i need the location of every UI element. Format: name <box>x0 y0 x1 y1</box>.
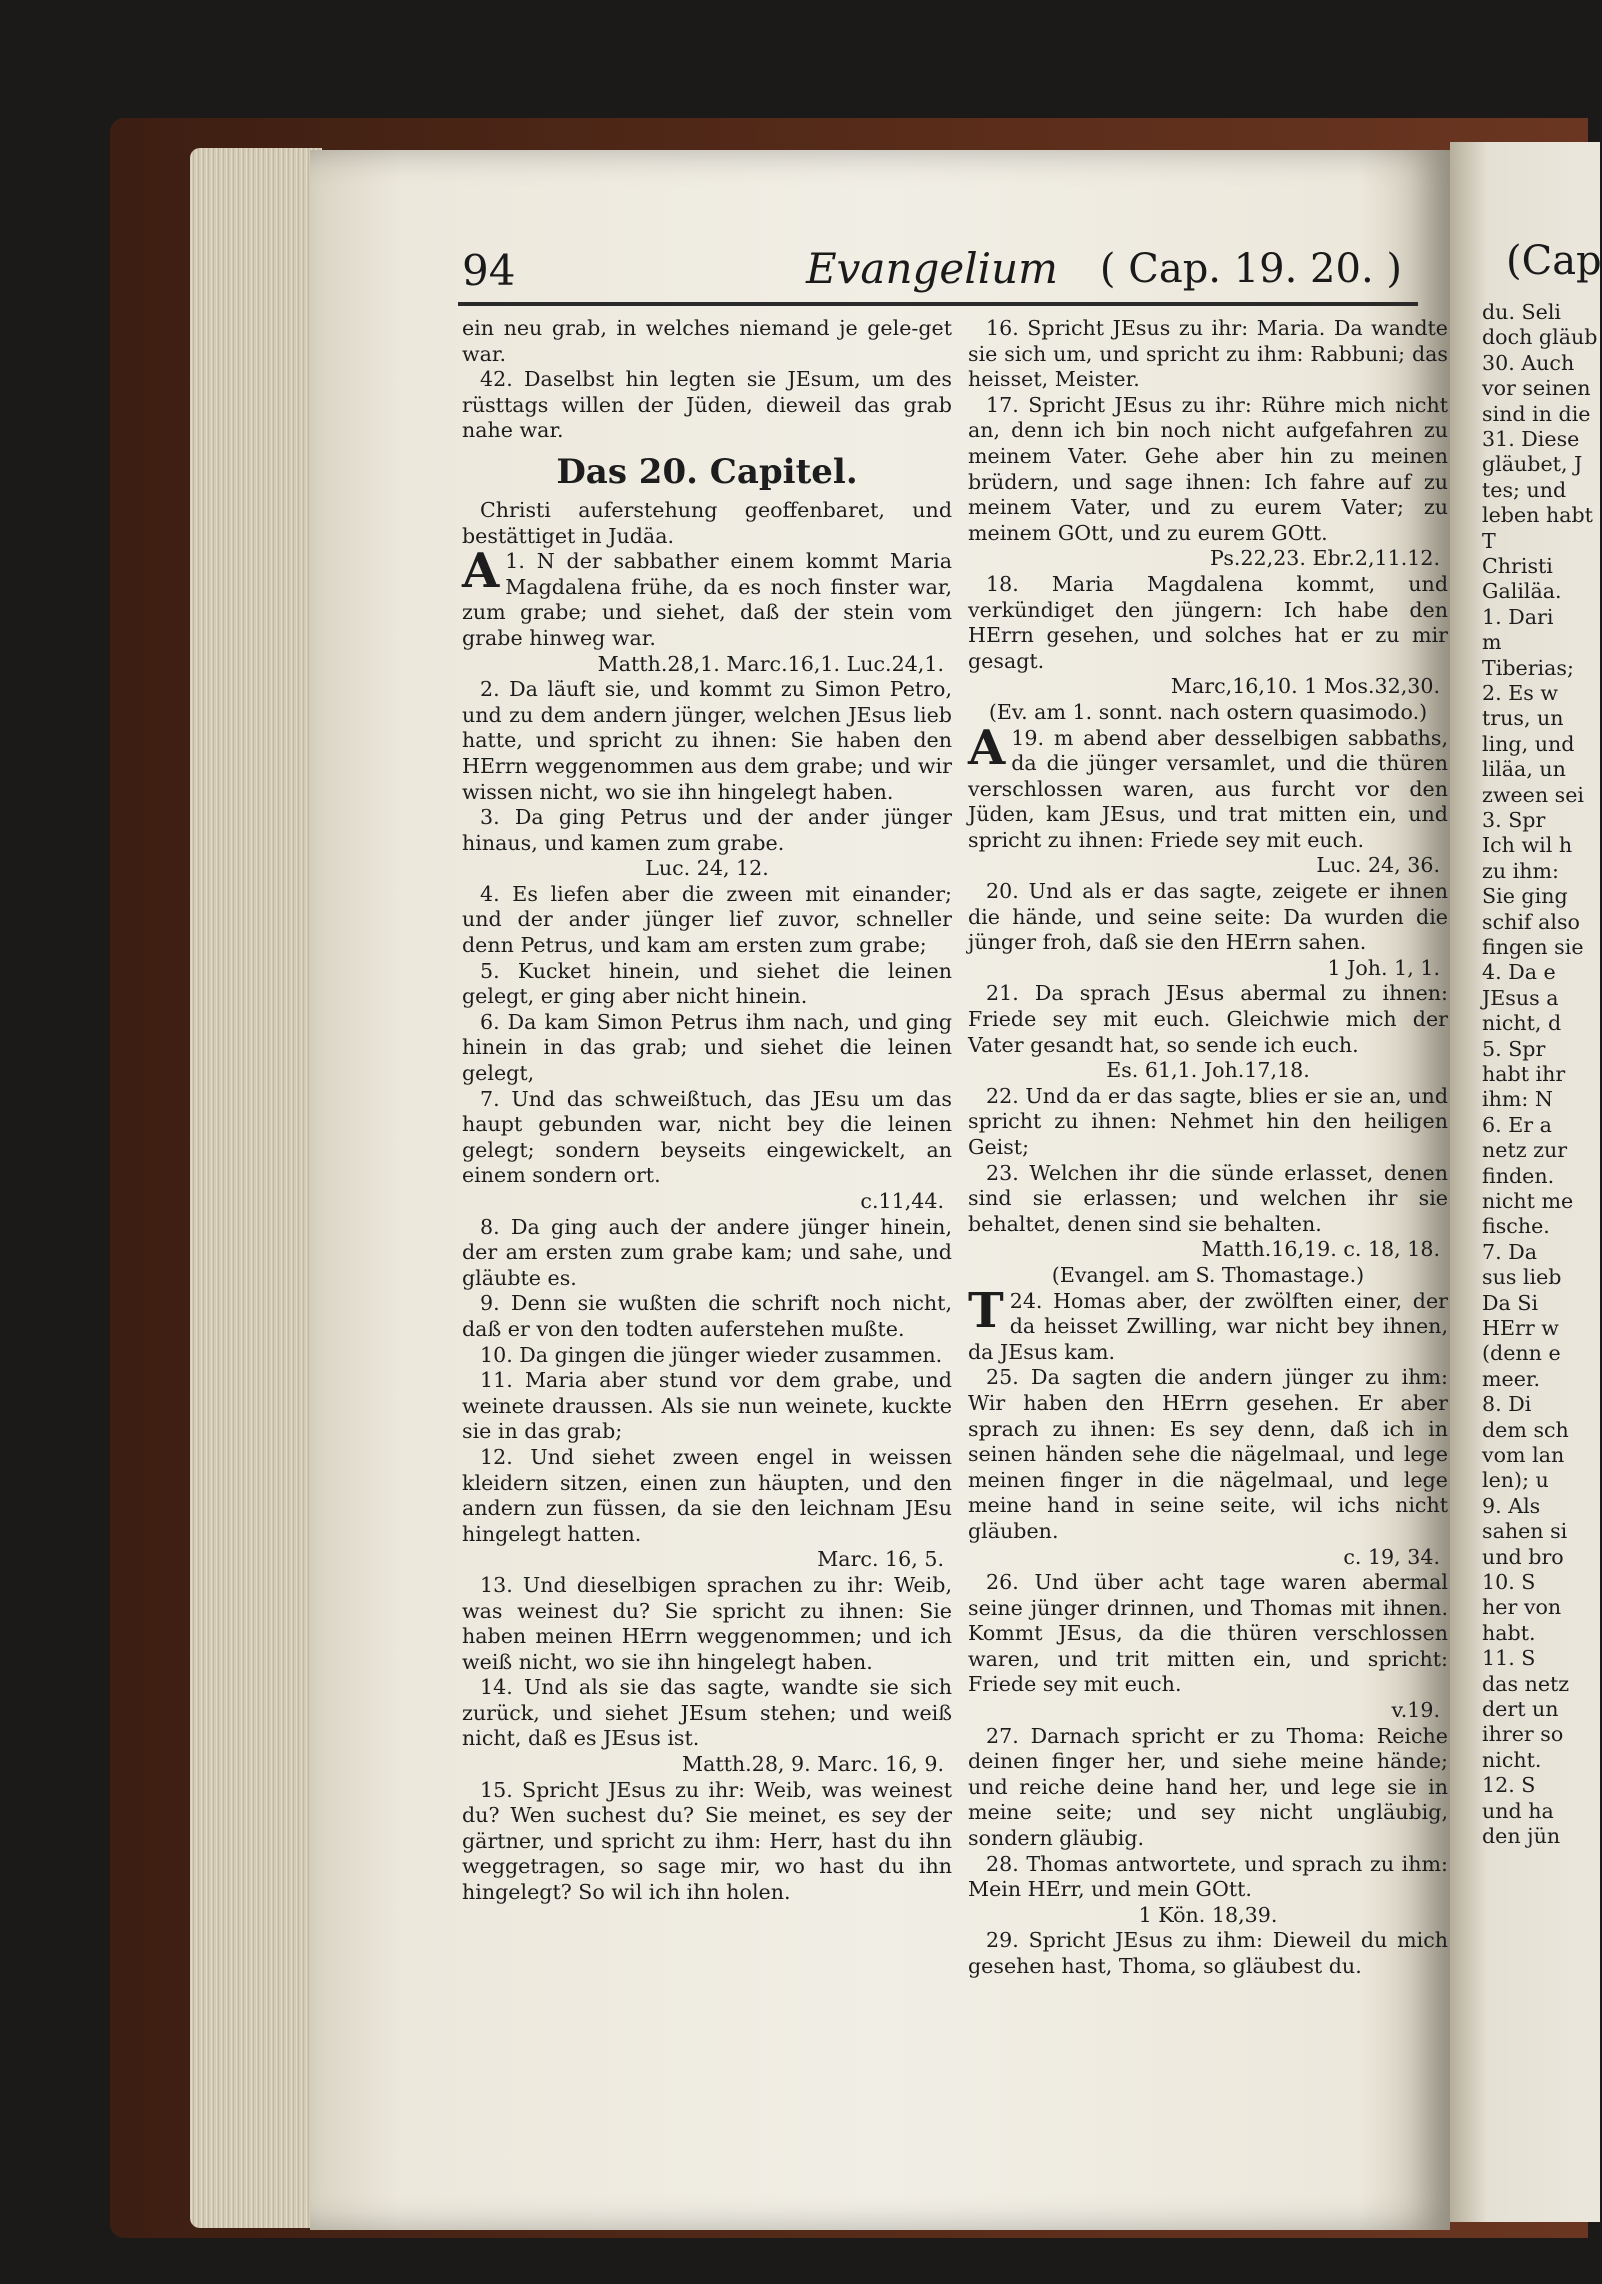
facing-page-line: her von <box>1482 1595 1562 1620</box>
facing-page-line: HErr w <box>1482 1316 1559 1340</box>
drop-cap: A <box>462 543 500 600</box>
facing-page-line: 3. Spr <box>1482 808 1546 832</box>
facing-page-line: doch gläub <box>1482 325 1598 350</box>
facing-page-line: ihm: N <box>1482 1087 1553 1112</box>
left-text-column <box>462 316 952 1906</box>
gospel-note: (Evangel. am S. Thomastage.) <box>1051 1262 1365 1287</box>
facing-page-line: 5. Spr <box>1482 1036 1546 1061</box>
facing-page-line: meer. <box>1482 1366 1541 1391</box>
facing-page-line: 12. S <box>1482 1773 1536 1798</box>
running-title: Evangelium <box>806 244 1058 293</box>
verse: 3. Da ging Petrus und der ander jünger hinaus, und kamen zum grabe. <box>462 805 952 855</box>
verse: 13. Und dieselbigen sprachen zu ihr: Weib, was weinest du? Sie spricht zu ihnen: Sie haben meinen HErrn weggenommen; und ich weiß nicht, wo sie ihn hingelegt haben. <box>462 1572 952 1674</box>
verse: 20. Und als er das sagte, zeigete er ihnen die hände, und seine seite: Da wurden die jünger froh, daß sie den HErrn sahen. <box>968 879 1448 955</box>
cross-reference: v.19. <box>1391 1698 1440 1723</box>
facing-page-line: zween sei <box>1482 782 1585 807</box>
facing-page-line: du. Seli <box>1482 300 1562 324</box>
verse: 17. Spricht JEsus zu ihr: Rühre mich nicht an, denn ich bin noch nicht aufgefahren zu meinem Vater. Gehe aber hin zu meinen brüdern, und sage ihnen: Ich fahre auf zu meinem Vater, und zu eurem Vater; zu meinem GOtt, und zu eurem GOtt. <box>968 392 1448 545</box>
facing-page-line: Christi <box>1482 554 1553 578</box>
facing-page-line: gläubet, J <box>1482 452 1583 477</box>
verse-number: 1. <box>505 549 525 574</box>
cross-reference: 1 Joh. 1, 1. <box>1327 955 1440 980</box>
facing-page-line: schif also <box>1482 909 1580 934</box>
facing-page-line: habt ihr <box>1482 1062 1566 1086</box>
verse-number: 19. <box>1011 725 1045 750</box>
verse: 14. Und als sie das sagte, wandte sie sich zurück, und siehet JEsum stehen; und weiß nicht, daß es JEsus ist. <box>462 1675 952 1751</box>
facing-page-line: Galiläa. <box>1482 579 1562 604</box>
facing-page-line: 30. Auch <box>1482 350 1575 375</box>
chapter-heading: Das 20. Capitel. <box>556 451 858 492</box>
verse: 16. Spricht JEsus zu ihr: Maria. Da wandte sie sich um, und spricht zu ihm: Rabbuni; das heisset, Meister. <box>968 316 1448 392</box>
facing-page-line: 1. Dari <box>1482 604 1554 629</box>
cross-reference: Marc,16,10. 1 Mos.32,30. <box>1170 674 1440 699</box>
facing-page-line: T <box>1482 528 1496 553</box>
verse: 10. Da gingen die jünger wieder zusammen. <box>480 1342 943 1367</box>
cross-reference: Matth.28, 9. Marc. 16, 9. <box>682 1752 944 1777</box>
cross-reference: Matth.28,1. Marc.16,1. Luc.24,1. <box>597 651 944 676</box>
facing-page-line: len); u <box>1482 1468 1549 1493</box>
facing-page-line: liläa, un <box>1482 757 1566 782</box>
facing-page-line: und bro <box>1482 1544 1564 1569</box>
verse: 15. Spricht JEsus zu ihr: Weib, was weinest du? Wen suchest du? Sie meinet, es sey der gärtner, und spricht zu ihm: Herr, hast du ihn weggetragen, so sage mir, wo hast du ihn hingelegt? So wil ich ihn holen. <box>462 1777 952 1905</box>
header-rule <box>458 302 1418 306</box>
facing-page-line: nicht me <box>1482 1189 1574 1213</box>
facing-page-line: sind in die <box>1482 401 1591 426</box>
facing-page-line: 4. Da e <box>1482 960 1556 985</box>
verse: 5. Kucket hinein, und siehet die leinen gelegt, er ging aber nicht hinein. <box>462 958 952 1009</box>
cross-reference: Luc. 24, 36. <box>1316 853 1440 878</box>
cross-reference: Es. 61,1. Joh.17,18. <box>1106 1058 1310 1083</box>
facing-page-line: Sie ging <box>1482 884 1568 909</box>
facing-page-line: finden. <box>1482 1163 1555 1188</box>
facing-page-line: sahen si <box>1482 1519 1568 1544</box>
facing-page-line: 10. S <box>1482 1570 1536 1594</box>
facing-page-line: leben habt <box>1482 503 1593 528</box>
facing-page-line: trus, un <box>1482 706 1564 731</box>
verse: 9. Denn sie wußten die schrift noch nicht, daß er von den todten auferstehen mußte. <box>462 1291 952 1341</box>
verse: 6. Da kam Simon Petrus ihm nach, und ging hinein in das grab; und siehet die leinen gelegt, <box>462 1009 952 1086</box>
page-edges <box>190 148 322 2228</box>
facing-page-line: fingen sie <box>1482 935 1584 959</box>
facing-page-line: vor seinen <box>1482 376 1591 401</box>
facing-page-line: den jün <box>1482 1824 1561 1848</box>
facing-page-line: das netz <box>1482 1671 1570 1696</box>
facing-page-line: ling, und <box>1482 731 1575 756</box>
verse: 2. Da läuft sie, und kommt zu Simon Petro, und zu dem andern jünger, welchen JEsus lieb hatte, und spricht zu ihnen: Sie haben den HErrn weggenommen aus dem grabe; und wir wissen nicht, wo sie ihn hingelegt haben. <box>462 677 952 804</box>
facing-page-line: vom lan <box>1482 1443 1565 1467</box>
facing-page-line: nicht. <box>1482 1747 1542 1772</box>
verse-1 <box>462 543 952 651</box>
facing-page-line: zu ihm: <box>1482 858 1559 883</box>
verse: 25. Da sagten die andern jünger zu ihm: Wir haben den HErrn gesehen. Er aber sprach zu ihnen: Es sey denn, daß ich in seinen händen sehe die nägelmaal, und lege meinen finger in die nägelmaal, und lege meine hand in seine seite, wil ichs nicht gläuben. <box>968 1365 1448 1543</box>
facing-page-line: tes; und <box>1482 477 1567 502</box>
verse-number: 24. <box>1009 1288 1043 1313</box>
verse-19 <box>968 719 1448 854</box>
facing-page-line: nicht, d <box>1482 1011 1562 1036</box>
verse: 18. Maria Magdalena kommt, und verkündiget den jüngern: Ich habe den HErrn gesehen, und solches hat er zu mir gesagt. <box>968 571 1448 673</box>
verse: 23. Welchen ihr die sünde erlasset, denen sind sie erlassen; und welchen ihr sie behaltet, denen sind sie behalten. <box>968 1160 1448 1236</box>
facing-page-line: fische. <box>1482 1214 1550 1239</box>
verse: 8. Da ging auch der andere jünger hinein, der am ersten zum grabe kam; und sahe, und gläubte es. <box>462 1214 952 1290</box>
verse: 28. Thomas antwortete, und sprach zu ihm: Mein HErr, und mein GOtt. <box>968 1851 1448 1902</box>
facing-page-line: dem sch <box>1482 1417 1569 1442</box>
verse: 12. Und siehet zween engel in weissen kleidern sitzen, einen zun häupten, und den andern zun füssen, da sie den leichnam JEsu hingelegt hatten. <box>462 1444 952 1546</box>
cross-reference: 1 Kön. 18,39. <box>1138 1902 1278 1927</box>
cross-reference: Ps.22,23. Ebr.2,11.12. <box>1210 546 1440 571</box>
chapter-reference: ( Cap. 19. 20. ) <box>1099 246 1402 292</box>
facing-page-line: 7. Da <box>1482 1239 1537 1264</box>
right-text-column <box>968 316 1448 1980</box>
facing-page-line: 2. Es w <box>1482 681 1558 705</box>
verse: 29. Spricht JEsus zu ihm: Dieweil du mich gesehen hast, Thoma, so gläubest du. <box>968 1928 1448 1978</box>
cross-reference: c.11,44. <box>860 1189 944 1213</box>
chapter-summary: Christi auferstehung geoffenbaret, und bestättiget in Judäa. <box>462 497 952 548</box>
verse-text: m abend aber desselbigen sabbaths, da die jünger versamlet, und die thüren verschlossen waren, aus furcht vor den Jüden, kam JEsus, und trat mitten ein, und spricht zu ihnen: Friede sey mit euch. <box>968 725 1448 852</box>
cross-reference: Matth.16,19. c. 18, 18. <box>1201 1237 1440 1262</box>
facing-page-line: ihrer so <box>1482 1722 1564 1747</box>
page-header <box>462 242 1402 302</box>
facing-page-line: Tiberias; <box>1482 655 1574 680</box>
facing-page-line: m <box>1482 630 1502 655</box>
facing-page-line: 9. Als <box>1482 1493 1541 1518</box>
facing-page-line: 11. S <box>1482 1646 1536 1671</box>
verse: 11. Maria aber stund vor dem grabe, und weinete draussen. Als sie nun weinete, kuckte sie in das grab; <box>462 1368 952 1444</box>
verse: 21. Da sprach JEsus abermal zu ihnen: Friede sey mit euch. Gleichwie mich der Vater gesandt hat, so sende ich euch. <box>968 981 1448 1057</box>
verse: 42. Daselbst hin legten sie JEsum, um des rüsttags willen der Jüden, dieweil das grab nahe war. <box>462 367 952 443</box>
verse: 7. Und das schweißtuch, das JEsu um das haupt gebunden war, nicht bey die leinen gelegt; sondern beyseits eingewickelt, an einem sondern ort. <box>462 1086 952 1188</box>
facing-page-line: sus lieb <box>1482 1265 1562 1290</box>
cross-reference: Luc. 24, 12. <box>645 856 769 881</box>
facing-page-line: 8. Di <box>1482 1392 1532 1417</box>
text-line: ein neu grab, in welches niemand je gele-get war. <box>462 316 952 366</box>
page-number: 94 <box>462 246 516 295</box>
facing-page-line: Ich wil h <box>1482 833 1573 858</box>
facing-page-line: dert un <box>1482 1697 1559 1721</box>
facing-page-line: Da Si <box>1482 1290 1539 1315</box>
facing-page-line: JEsus a <box>1482 985 1559 1010</box>
verse: 27. Darnach spricht er zu Thoma: Reiche deinen finger her, und siehe meine hände; und reiche deine hand her, und lege sie in meine seite; und sey nicht ungläubig, sondern gläubig. <box>968 1723 1448 1851</box>
facing-page-line: netz zur <box>1482 1138 1568 1163</box>
facing-page-line: 6. Er a <box>1482 1112 1552 1137</box>
drop-cap: A <box>968 719 1006 776</box>
facing-page-line: und ha <box>1482 1798 1554 1823</box>
verse-24 <box>968 1282 1448 1366</box>
gospel-note: (Ev. am 1. sonnt. nach ostern quasimodo.) <box>988 699 1428 724</box>
facing-page-line: habt. <box>1482 1620 1536 1645</box>
facing-page-header: (Cap <box>1506 238 1602 284</box>
verse-text: N der sabbather einem kommt Maria Magdalena frühe, da es noch finster war, zum grabe; und siehet, daß der stein vom grabe hinweg war. <box>462 549 952 650</box>
facing-page-line: (denn e <box>1482 1341 1561 1366</box>
verse: 4. Es liefen aber die zween mit einander; und der ander jünger lief zuvor, schneller denn Petrus, und kam am ersten zum grabe; <box>462 881 952 958</box>
verse-text: Homas aber, der zwölften einer, der da heisset Zwilling, war nicht bey ihnen, da JEsus kam. <box>968 1288 1448 1364</box>
verse: 26. Und über acht tage waren abermal seine jünger drinnen, und Thomas mit ihnen. Kommt JEsus, da die thüren verschlossen waren, und trit mitten ein, und spricht: Friede sey mit euch. <box>968 1570 1448 1697</box>
facing-page-line: 31. Diese <box>1482 427 1580 451</box>
drop-cap: T <box>968 1282 1004 1339</box>
cross-reference: c. 19, 34. <box>1343 1544 1440 1569</box>
cross-reference: Marc. 16, 5. <box>817 1547 944 1572</box>
verse: 22. Und da er das sagte, blies er sie an, und spricht zu ihnen: Nehmet hin den heiligen Geist; <box>968 1083 1448 1159</box>
